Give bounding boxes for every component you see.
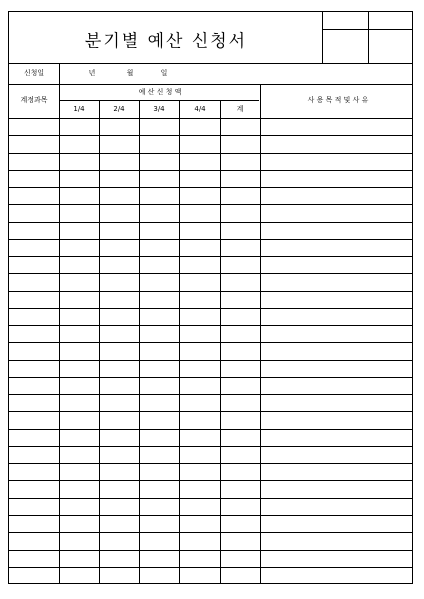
table-row-line xyxy=(9,204,412,205)
reason-header: 사 용 목 적 및 사 유 xyxy=(307,96,369,104)
table-row-line xyxy=(9,239,412,240)
table-row-line xyxy=(9,342,412,343)
apply-date-year: 년 xyxy=(88,69,96,77)
table-row-line xyxy=(9,498,412,499)
table-row-line xyxy=(9,273,412,274)
table-row-line xyxy=(9,187,412,188)
table-row-line xyxy=(9,463,412,464)
apply-date-label: 신청일 xyxy=(23,69,45,77)
table-row-line xyxy=(9,411,412,412)
table-row-line xyxy=(9,377,412,378)
table-row-line xyxy=(9,308,412,309)
table-row-line xyxy=(9,135,412,136)
table-row-line xyxy=(9,394,412,395)
total-header: 계 xyxy=(236,105,244,113)
apply-date-month: 월 xyxy=(126,69,134,77)
budget-request-form xyxy=(8,11,413,584)
table-row-line xyxy=(9,170,412,171)
table-row-line xyxy=(9,567,412,568)
approval-box-divider xyxy=(368,12,369,63)
quarter-2-header: 2/4 xyxy=(113,105,125,113)
table-row-line xyxy=(9,480,412,481)
form-title: 분기별 예산 신청서 xyxy=(84,31,248,52)
budget-group-label: 예 산 신 청 액 xyxy=(138,88,182,96)
table-row-line xyxy=(9,550,412,551)
table-row-line xyxy=(9,256,412,257)
header-bottom-line xyxy=(9,118,412,119)
table-row-line xyxy=(9,325,412,326)
table-row-line xyxy=(9,360,412,361)
approval-box-divider xyxy=(322,29,412,30)
label-column-divider xyxy=(59,63,60,584)
account-label: 계정과목 xyxy=(20,96,48,104)
approval-box-divider xyxy=(322,12,323,63)
table-row-line xyxy=(9,222,412,223)
table-row-line xyxy=(9,429,412,430)
title-separator xyxy=(9,63,412,64)
quarter-4-header: 4/4 xyxy=(194,105,206,113)
table-row-line xyxy=(9,515,412,516)
table-row-line xyxy=(9,532,412,533)
table-row-line xyxy=(9,446,412,447)
table-row-line xyxy=(9,153,412,154)
quarter-3-header: 3/4 xyxy=(153,105,165,113)
reason-column-divider xyxy=(260,84,261,584)
budget-subheader-separator xyxy=(59,100,259,101)
quarter-1-header: 1/4 xyxy=(73,105,85,113)
table-row-line xyxy=(9,291,412,292)
apply-date-day: 일 xyxy=(160,69,168,77)
date-row-separator xyxy=(9,84,412,85)
